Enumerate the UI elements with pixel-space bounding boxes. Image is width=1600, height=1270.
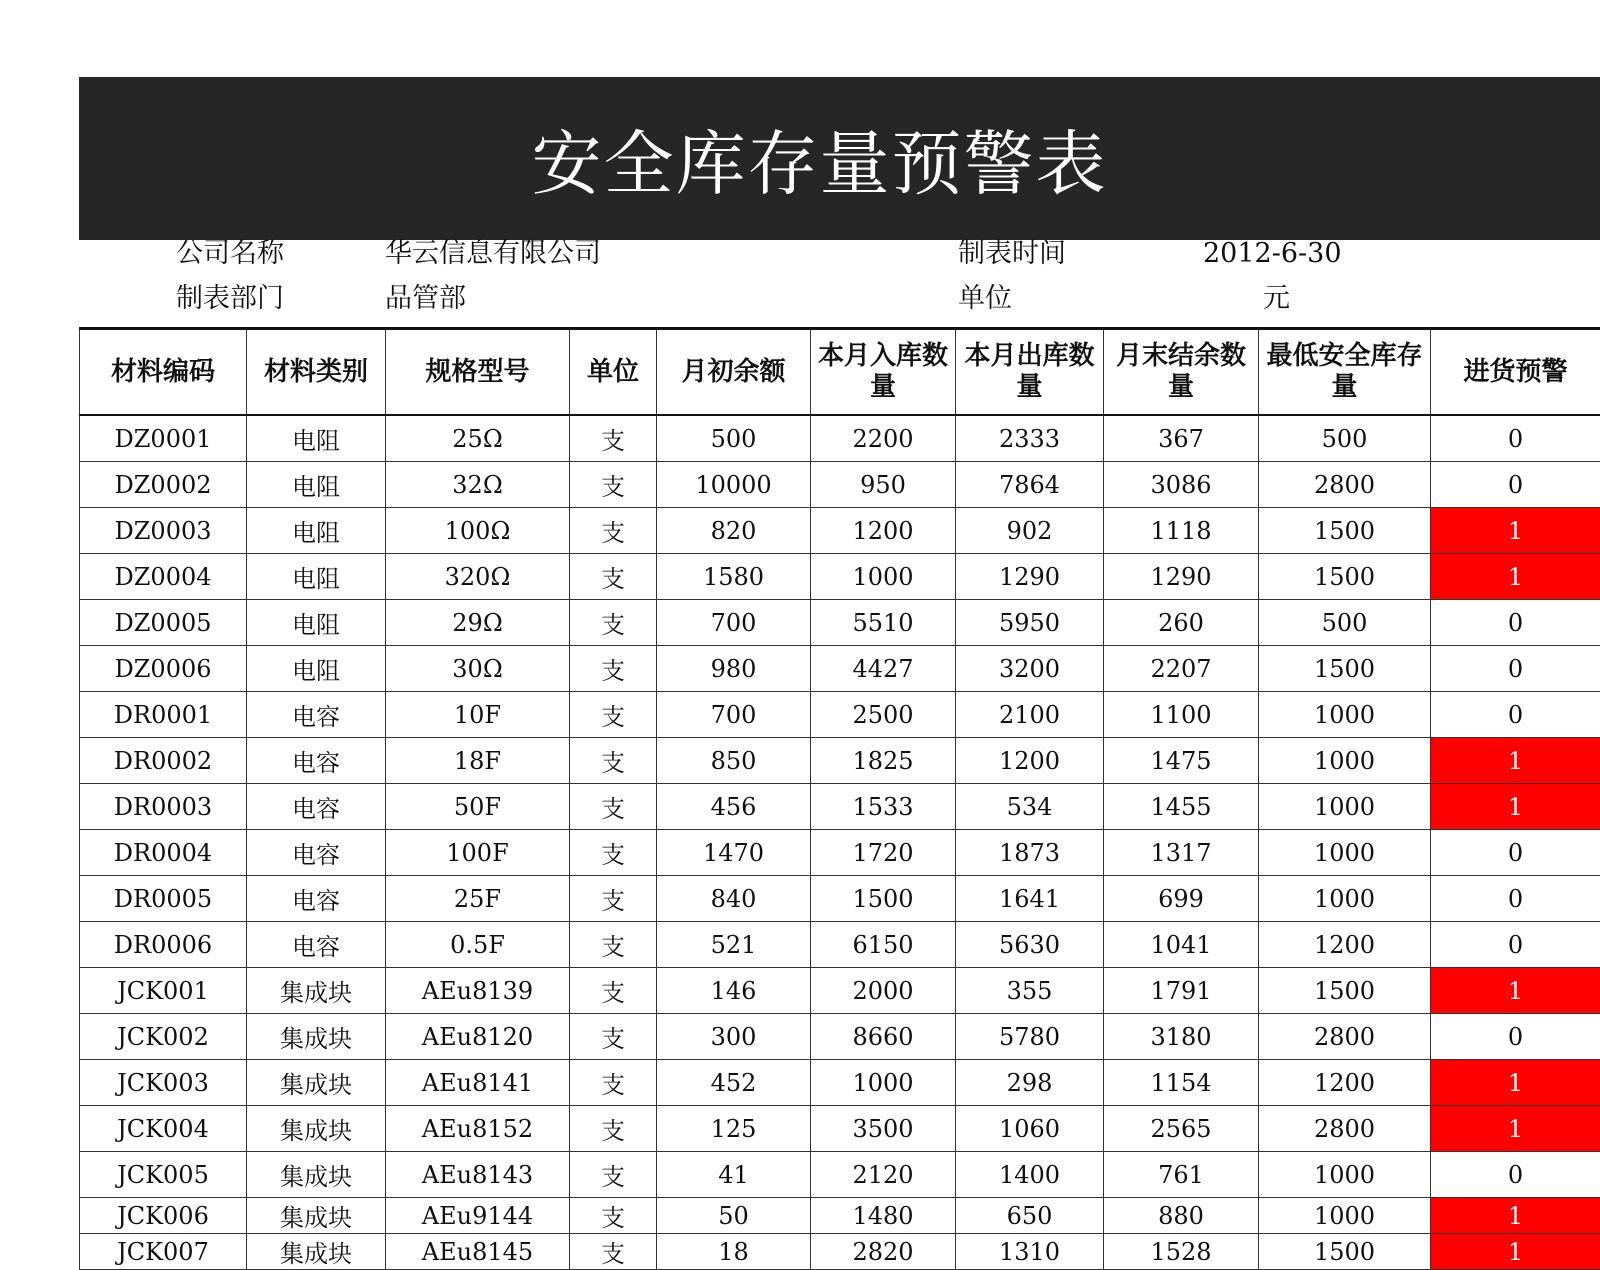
cell-inbound-qty: 5510 [811,600,956,646]
cell-spec-model: 100Ω [386,508,570,554]
cell-material-category: 电容 [247,692,386,738]
cell-outbound-qty: 355 [956,968,1104,1014]
cell-spec-model: 32Ω [386,462,570,508]
table-row [80,1106,1600,1152]
cell-material-code: DZ0004 [80,554,247,600]
cell-unit: 支 [570,876,657,922]
cell-material-code: DZ0002 [80,462,247,508]
cell-outbound-qty: 902 [956,508,1104,554]
cell-material-code: DR0004 [80,830,247,876]
cell-material-code: JCK006 [80,1198,247,1234]
cell-min-safety-stock: 1000 [1259,1152,1431,1198]
cell-material-code: DR0006 [80,922,247,968]
cell-outbound-qty: 5780 [956,1014,1104,1060]
cell-reorder-alert: 1 [1431,554,1600,600]
cell-outbound-qty: 1310 [956,1234,1104,1270]
cell-closing-qty: 1041 [1104,922,1259,968]
cell-inbound-qty: 1720 [811,830,956,876]
cell-material-code: JCK004 [80,1106,247,1152]
cell-outbound-qty: 5630 [956,922,1104,968]
cell-closing-qty: 1791 [1104,968,1259,1014]
header-row [80,329,1600,416]
table-row [80,738,1600,784]
cell-unit: 支 [570,508,657,554]
company-value: 华云信息有限公司 [385,238,601,269]
cell-closing-qty: 2565 [1104,1106,1259,1152]
cell-outbound-qty: 1400 [956,1152,1104,1198]
cell-outbound-qty: 5950 [956,600,1104,646]
cell-reorder-alert: 1 [1431,1234,1600,1270]
cell-closing-qty: 260 [1104,600,1259,646]
cell-outbound-qty: 2333 [956,415,1104,462]
cell-material-category: 电阻 [247,508,386,554]
cell-spec-model: 10F [386,692,570,738]
cell-min-safety-stock: 1000 [1259,692,1431,738]
cell-reorder-alert: 1 [1431,968,1600,1014]
cell-closing-qty: 3180 [1104,1014,1259,1060]
cell-material-category: 电阻 [247,646,386,692]
cell-material-category: 集成块 [247,1106,386,1152]
cell-min-safety-stock: 1200 [1259,922,1431,968]
cell-reorder-alert: 0 [1431,415,1600,462]
cell-reorder-alert: 1 [1431,1106,1600,1152]
table-row [80,922,1600,968]
cell-opening-balance: 521 [657,922,811,968]
cell-unit: 支 [570,968,657,1014]
cell-reorder-alert: 0 [1431,830,1600,876]
cell-inbound-qty: 950 [811,462,956,508]
header-opening-balance: 月初余额 [657,329,811,416]
table-row [80,600,1600,646]
cell-closing-qty: 367 [1104,415,1259,462]
cell-min-safety-stock: 500 [1259,415,1431,462]
cell-spec-model: 25F [386,876,570,922]
cell-opening-balance: 41 [657,1152,811,1198]
cell-inbound-qty: 1000 [811,554,956,600]
cell-min-safety-stock: 1500 [1259,1234,1431,1270]
cell-material-code: JCK007 [80,1234,247,1270]
cell-spec-model: AEu8152 [386,1106,570,1152]
cell-inbound-qty: 1480 [811,1198,956,1234]
cell-inbound-qty: 2000 [811,968,956,1014]
cell-material-category: 集成块 [247,1234,386,1270]
cell-material-category: 电阻 [247,554,386,600]
cell-outbound-qty: 1200 [956,738,1104,784]
cell-inbound-qty: 2500 [811,692,956,738]
cell-unit: 支 [570,554,657,600]
cell-closing-qty: 1528 [1104,1234,1259,1270]
cell-outbound-qty: 298 [956,1060,1104,1106]
cell-outbound-qty: 1873 [956,830,1104,876]
cell-unit: 支 [570,692,657,738]
cell-material-category: 电阻 [247,462,386,508]
table-row [80,508,1600,554]
cell-closing-qty: 1118 [1104,508,1259,554]
cell-spec-model: 320Ω [386,554,570,600]
cell-material-category: 集成块 [247,968,386,1014]
cell-material-category: 电阻 [247,600,386,646]
cell-unit: 支 [570,738,657,784]
cell-opening-balance: 700 [657,600,811,646]
cell-outbound-qty: 2100 [956,692,1104,738]
dept-value: 品管部 [385,283,466,314]
cell-spec-model: AEu8145 [386,1234,570,1270]
cell-reorder-alert: 1 [1431,508,1600,554]
cell-material-category: 电容 [247,784,386,830]
cell-inbound-qty: 2200 [811,415,956,462]
cell-material-category: 集成块 [247,1152,386,1198]
cell-material-code: DZ0003 [80,508,247,554]
cell-closing-qty: 761 [1104,1152,1259,1198]
cell-min-safety-stock: 1000 [1259,830,1431,876]
cell-material-code: DZ0005 [80,600,247,646]
header-outbound-qty: 本月出库数量 [956,329,1104,416]
unit-label: 单位 [958,283,1012,314]
cell-inbound-qty: 1500 [811,876,956,922]
cell-min-safety-stock: 500 [1259,600,1431,646]
cell-outbound-qty: 7864 [956,462,1104,508]
cell-unit: 支 [570,415,657,462]
cell-min-safety-stock: 1000 [1259,1198,1431,1234]
header-reorder-alert: 进货预警 [1431,329,1600,416]
cell-unit: 支 [570,1106,657,1152]
cell-reorder-alert: 0 [1431,876,1600,922]
cell-unit: 支 [570,600,657,646]
cell-spec-model: 50F [386,784,570,830]
cell-material-category: 电容 [247,738,386,784]
cell-opening-balance: 456 [657,784,811,830]
cell-opening-balance: 146 [657,968,811,1014]
cell-reorder-alert: 0 [1431,646,1600,692]
header-material-code: 材料编码 [80,329,247,416]
cell-outbound-qty: 1641 [956,876,1104,922]
cell-opening-balance: 452 [657,1060,811,1106]
cell-material-code: JCK002 [80,1014,247,1060]
table-row [80,784,1600,830]
cell-reorder-alert: 0 [1431,1014,1600,1060]
cell-spec-model: 100F [386,830,570,876]
cell-material-category: 电容 [247,876,386,922]
cell-closing-qty: 1154 [1104,1060,1259,1106]
cell-min-safety-stock: 1000 [1259,876,1431,922]
cell-min-safety-stock: 1500 [1259,968,1431,1014]
table-row [80,554,1600,600]
cell-material-code: DZ0006 [80,646,247,692]
cell-unit: 支 [570,1152,657,1198]
unit-value: 元 [1263,283,1290,314]
cell-opening-balance: 125 [657,1106,811,1152]
cell-outbound-qty: 1060 [956,1106,1104,1152]
cell-inbound-qty: 1200 [811,508,956,554]
cell-material-category: 集成块 [247,1198,386,1234]
table-row [80,968,1600,1014]
header-closing-qty: 月末结余数量 [1104,329,1259,416]
header-spec-model: 规格型号 [386,329,570,416]
cell-closing-qty: 1317 [1104,830,1259,876]
cell-inbound-qty: 1000 [811,1060,956,1106]
cell-reorder-alert: 1 [1431,1060,1600,1106]
cell-unit: 支 [570,1060,657,1106]
cell-closing-qty: 699 [1104,876,1259,922]
cell-material-code: DR0002 [80,738,247,784]
cell-min-safety-stock: 2800 [1259,1106,1431,1152]
date-label: 制表时间 [958,238,1066,269]
cell-material-category: 电阻 [247,415,386,462]
header-inbound-qty: 本月入库数量 [811,329,956,416]
cell-reorder-alert: 0 [1431,692,1600,738]
cell-material-code: JCK005 [80,1152,247,1198]
cell-material-category: 集成块 [247,1014,386,1060]
cell-spec-model: 25Ω [386,415,570,462]
cell-min-safety-stock: 1000 [1259,784,1431,830]
cell-inbound-qty: 8660 [811,1014,956,1060]
cell-reorder-alert: 0 [1431,922,1600,968]
table-row [80,1060,1600,1106]
cell-inbound-qty: 1825 [811,738,956,784]
cell-closing-qty: 880 [1104,1198,1259,1234]
cell-closing-qty: 2207 [1104,646,1259,692]
cell-unit: 支 [570,462,657,508]
cell-unit: 支 [570,830,657,876]
cell-spec-model: AEu8139 [386,968,570,1014]
cell-min-safety-stock: 1000 [1259,738,1431,784]
cell-reorder-alert: 1 [1431,784,1600,830]
table-row [80,692,1600,738]
cell-spec-model: 30Ω [386,646,570,692]
cell-reorder-alert: 1 [1431,738,1600,784]
header-unit: 单位 [570,329,657,416]
table-row [80,646,1600,692]
cell-material-code: DR0003 [80,784,247,830]
cell-outbound-qty: 3200 [956,646,1104,692]
cell-unit: 支 [570,922,657,968]
cell-reorder-alert: 0 [1431,1152,1600,1198]
cell-spec-model: AEu8141 [386,1060,570,1106]
cell-outbound-qty: 1290 [956,554,1104,600]
cell-material-code: JCK003 [80,1060,247,1106]
cell-min-safety-stock: 1500 [1259,508,1431,554]
cell-material-code: DZ0001 [80,415,247,462]
cell-opening-balance: 1580 [657,554,811,600]
cell-opening-balance: 980 [657,646,811,692]
cell-inbound-qty: 2820 [811,1234,956,1270]
table-row [80,1152,1600,1198]
cell-min-safety-stock: 2800 [1259,462,1431,508]
cell-material-code: DR0001 [80,692,247,738]
table-row [80,830,1600,876]
table-row [80,876,1600,922]
cell-inbound-qty: 3500 [811,1106,956,1152]
table-row [80,1014,1600,1060]
cell-material-category: 电容 [247,830,386,876]
cell-unit: 支 [570,1198,657,1234]
table-row [80,1234,1600,1270]
cell-material-category: 集成块 [247,1060,386,1106]
cell-closing-qty: 1290 [1104,554,1259,600]
cell-outbound-qty: 534 [956,784,1104,830]
cell-opening-balance: 700 [657,692,811,738]
cell-inbound-qty: 4427 [811,646,956,692]
cell-opening-balance: 500 [657,415,811,462]
cell-closing-qty: 1455 [1104,784,1259,830]
cell-inbound-qty: 6150 [811,922,956,968]
cell-spec-model: 29Ω [386,600,570,646]
cell-opening-balance: 840 [657,876,811,922]
cell-opening-balance: 1470 [657,830,811,876]
cell-outbound-qty: 650 [956,1198,1104,1234]
cell-spec-model: AEu8120 [386,1014,570,1060]
cell-closing-qty: 1100 [1104,692,1259,738]
company-label: 公司名称 [176,238,284,269]
cell-material-category: 电容 [247,922,386,968]
page-title: 安全库存量预警表 [531,123,1108,205]
inventory-table [79,327,1600,1270]
cell-spec-model: 0.5F [386,922,570,968]
cell-reorder-alert: 1 [1431,1198,1600,1234]
cell-unit: 支 [570,1014,657,1060]
cell-spec-model: 18F [386,738,570,784]
cell-opening-balance: 300 [657,1014,811,1060]
cell-min-safety-stock: 1500 [1259,646,1431,692]
cell-unit: 支 [570,1234,657,1270]
dept-label: 制表部门 [176,283,284,314]
cell-inbound-qty: 1533 [811,784,956,830]
table-row [80,415,1600,462]
cell-material-code: DR0005 [80,876,247,922]
cell-min-safety-stock: 2800 [1259,1014,1431,1060]
cell-min-safety-stock: 1500 [1259,554,1431,600]
cell-opening-balance: 50 [657,1198,811,1234]
cell-opening-balance: 18 [657,1234,811,1270]
header-material-category: 材料类别 [247,329,386,416]
cell-reorder-alert: 0 [1431,462,1600,508]
header-min-safety-stock: 最低安全库存量 [1259,329,1431,416]
cell-inbound-qty: 2120 [811,1152,956,1198]
cell-unit: 支 [570,784,657,830]
table-body [80,415,1600,1270]
cell-opening-balance: 820 [657,508,811,554]
cell-opening-balance: 850 [657,738,811,784]
cell-unit: 支 [570,646,657,692]
title-banner [79,77,1600,240]
cell-spec-model: AEu8143 [386,1152,570,1198]
cell-closing-qty: 1475 [1104,738,1259,784]
date-value: 2012-6-30 [1203,238,1342,269]
table-row [80,462,1600,508]
cell-spec-model: AEu9144 [386,1198,570,1234]
table-row [80,1198,1600,1234]
cell-closing-qty: 3086 [1104,462,1259,508]
cell-material-code: JCK001 [80,968,247,1014]
cell-min-safety-stock: 1200 [1259,1060,1431,1106]
cell-reorder-alert: 0 [1431,600,1600,646]
cell-opening-balance: 10000 [657,462,811,508]
